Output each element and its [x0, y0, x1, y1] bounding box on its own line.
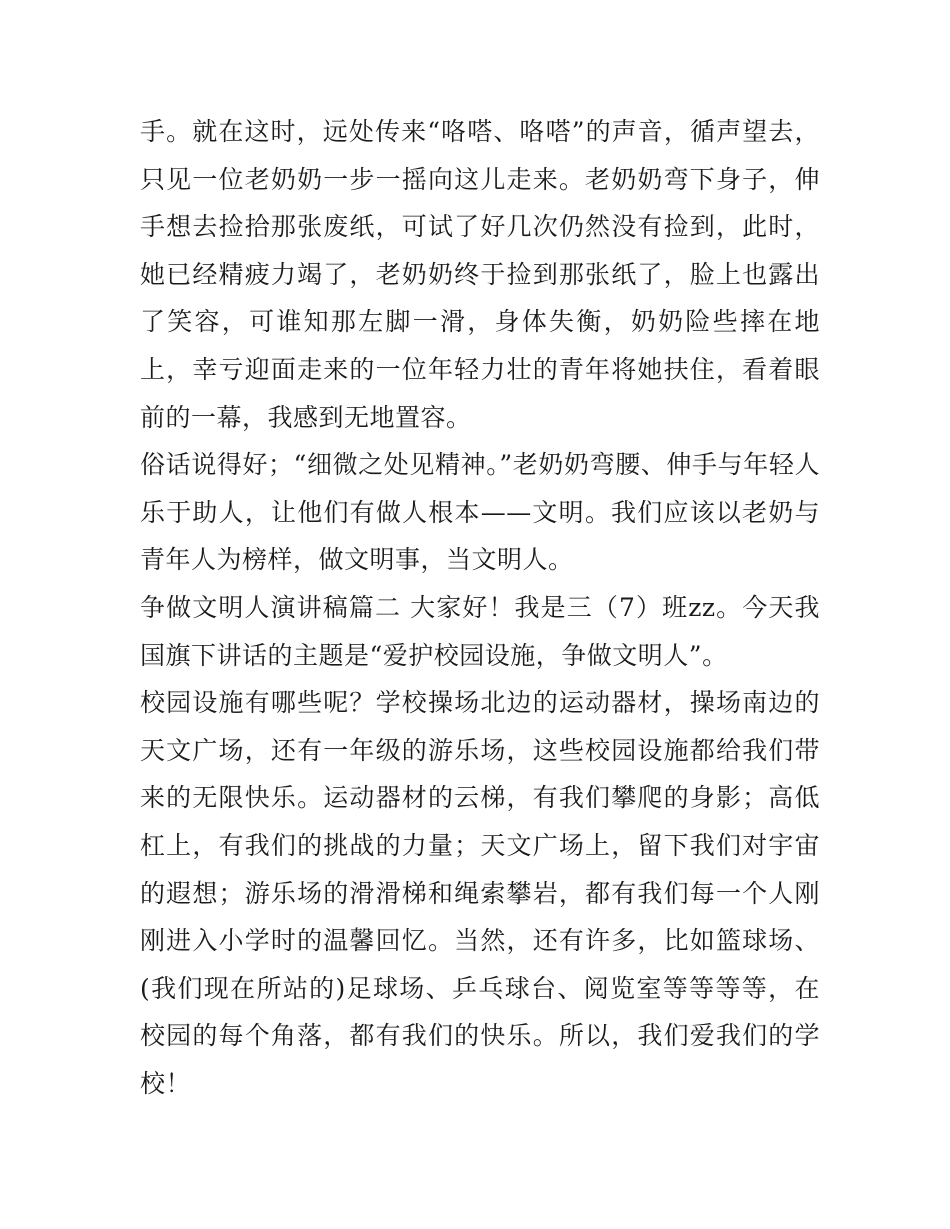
paragraph-speech-intro: 争做文明人演讲稿篇二 大家好！我是三（7）班zz。今天我国旗下讲话的主题是“爱护校园设施，争做文明人”。	[140, 592, 820, 670]
paragraph-proverb: 俗话说得好；“细微之处见精神。”老奶奶弯腰、伸手与年轻人乐于助人，让他们有做人根本——文明。我们应该以老奶与青年人为榜样，做文明事，当文明人。	[140, 450, 820, 575]
paragraph-campus-facilities: 校园设施有哪些呢？学校操场北边的运动器材，操场南边的天文广场，还有一年级的游乐场，这些校园设施都给我们带来的无限快乐。运动器材的云梯，有我们攀爬的身影；高低杠上，有我们的挑战的力量；天文广场上，留下我们对宇宙的遐想；游乐场的滑滑梯和绳索攀岩，都有我们每一个人刚刚进入小学时的温馨回忆。当然，还有许多，比如篮球场、(我们现在所站的)足球场、乒乓球台、阅览室等等等等，在校园的每个角落，都有我们的快乐。所以，我们爱我们的学校！	[140, 688, 820, 1098]
paragraph-story: 手。就在这时，远处传来“咯嗒、咯嗒”的声音，循声望去，只见一位老奶奶一步一摇向这儿走来。老奶奶弯下身子，伸手想去捡拾那张废纸，可试了好几次仍然没有捡到，此时，她已经精疲力竭了，老奶奶终于捡到那张纸了，脸上也露出了笑容，可谁知那左脚一滑，身体失衡，奶奶险些摔在地上，幸亏迎面走来的一位年轻力壮的青年将她扶住，看着眼前的一幕，我感到无地置容。	[140, 117, 820, 432]
document-page	[140, 108, 820, 1107]
